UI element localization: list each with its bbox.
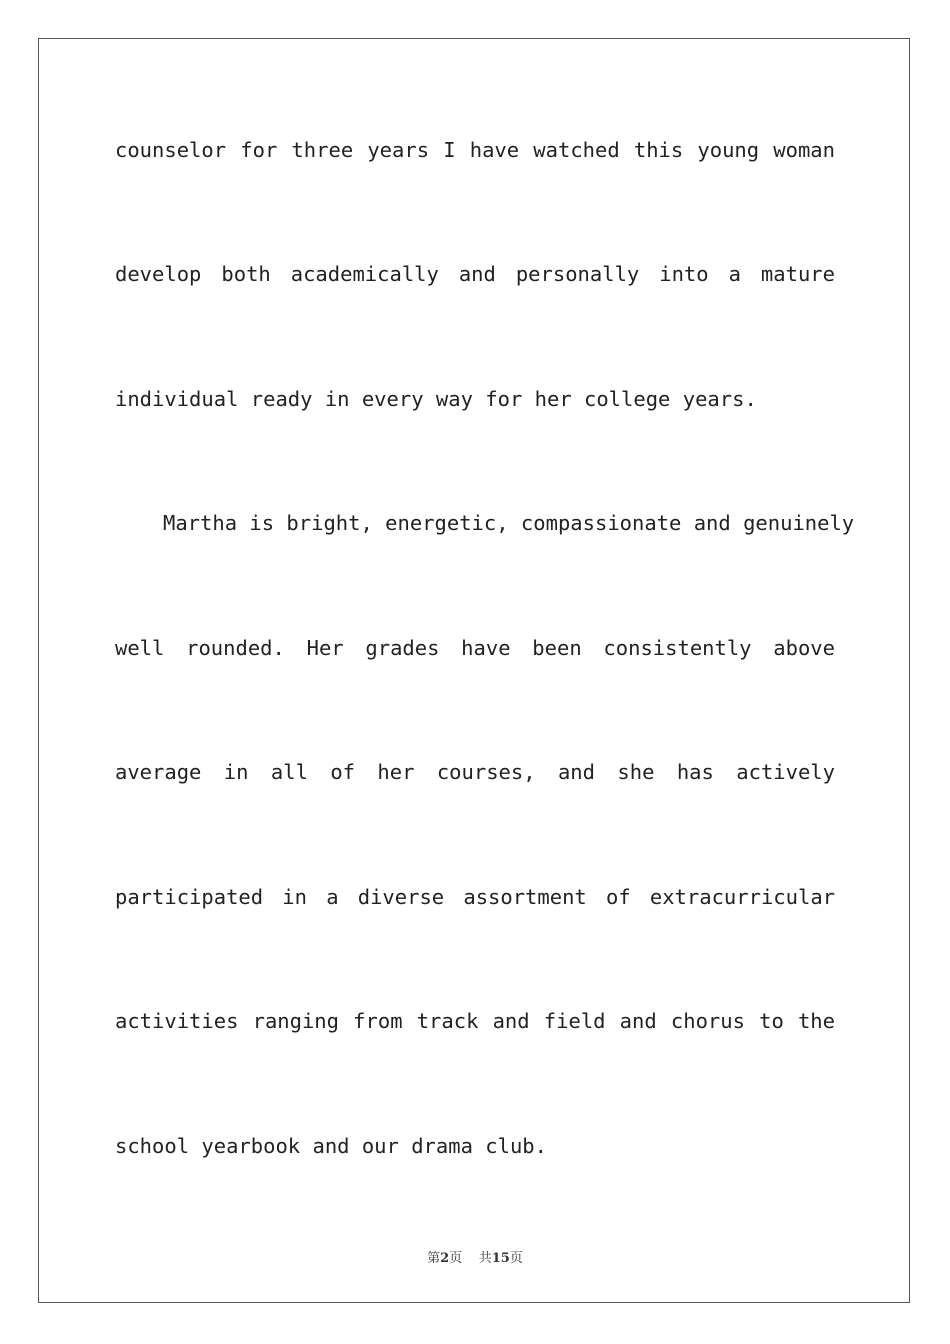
text-line: individual ready in every way for her college years. [115,387,757,411]
current-page-number: 2 [440,1251,450,1266]
text-line: school yearbook and our drama club. [115,1134,547,1158]
text-line: participated in a diverse assortment of extracurricular [115,885,835,909]
text-line: counselor for three years I have watched this young woman [115,138,835,162]
text-line: develop both academically and personally into a mature [115,262,835,286]
page-label-suffix: 页 [449,1251,463,1266]
text-line: average in all of her courses, and she has actively [115,760,835,784]
page-label-prefix: 第 [427,1251,441,1266]
page-footer [0,1247,950,1266]
text-line: well rounded. Her grades have been consistently above [115,636,835,660]
total-label-prefix: 共 [478,1251,492,1266]
total-label-suffix: 页 [509,1251,523,1266]
total-pages-number: 15 [491,1251,510,1266]
paragraph-start-line: Martha is bright, energetic, compassionate and genuinely [163,511,855,535]
page-frame [38,38,910,1303]
text-line: activities ranging from track and field and chorus to the [115,1009,835,1033]
